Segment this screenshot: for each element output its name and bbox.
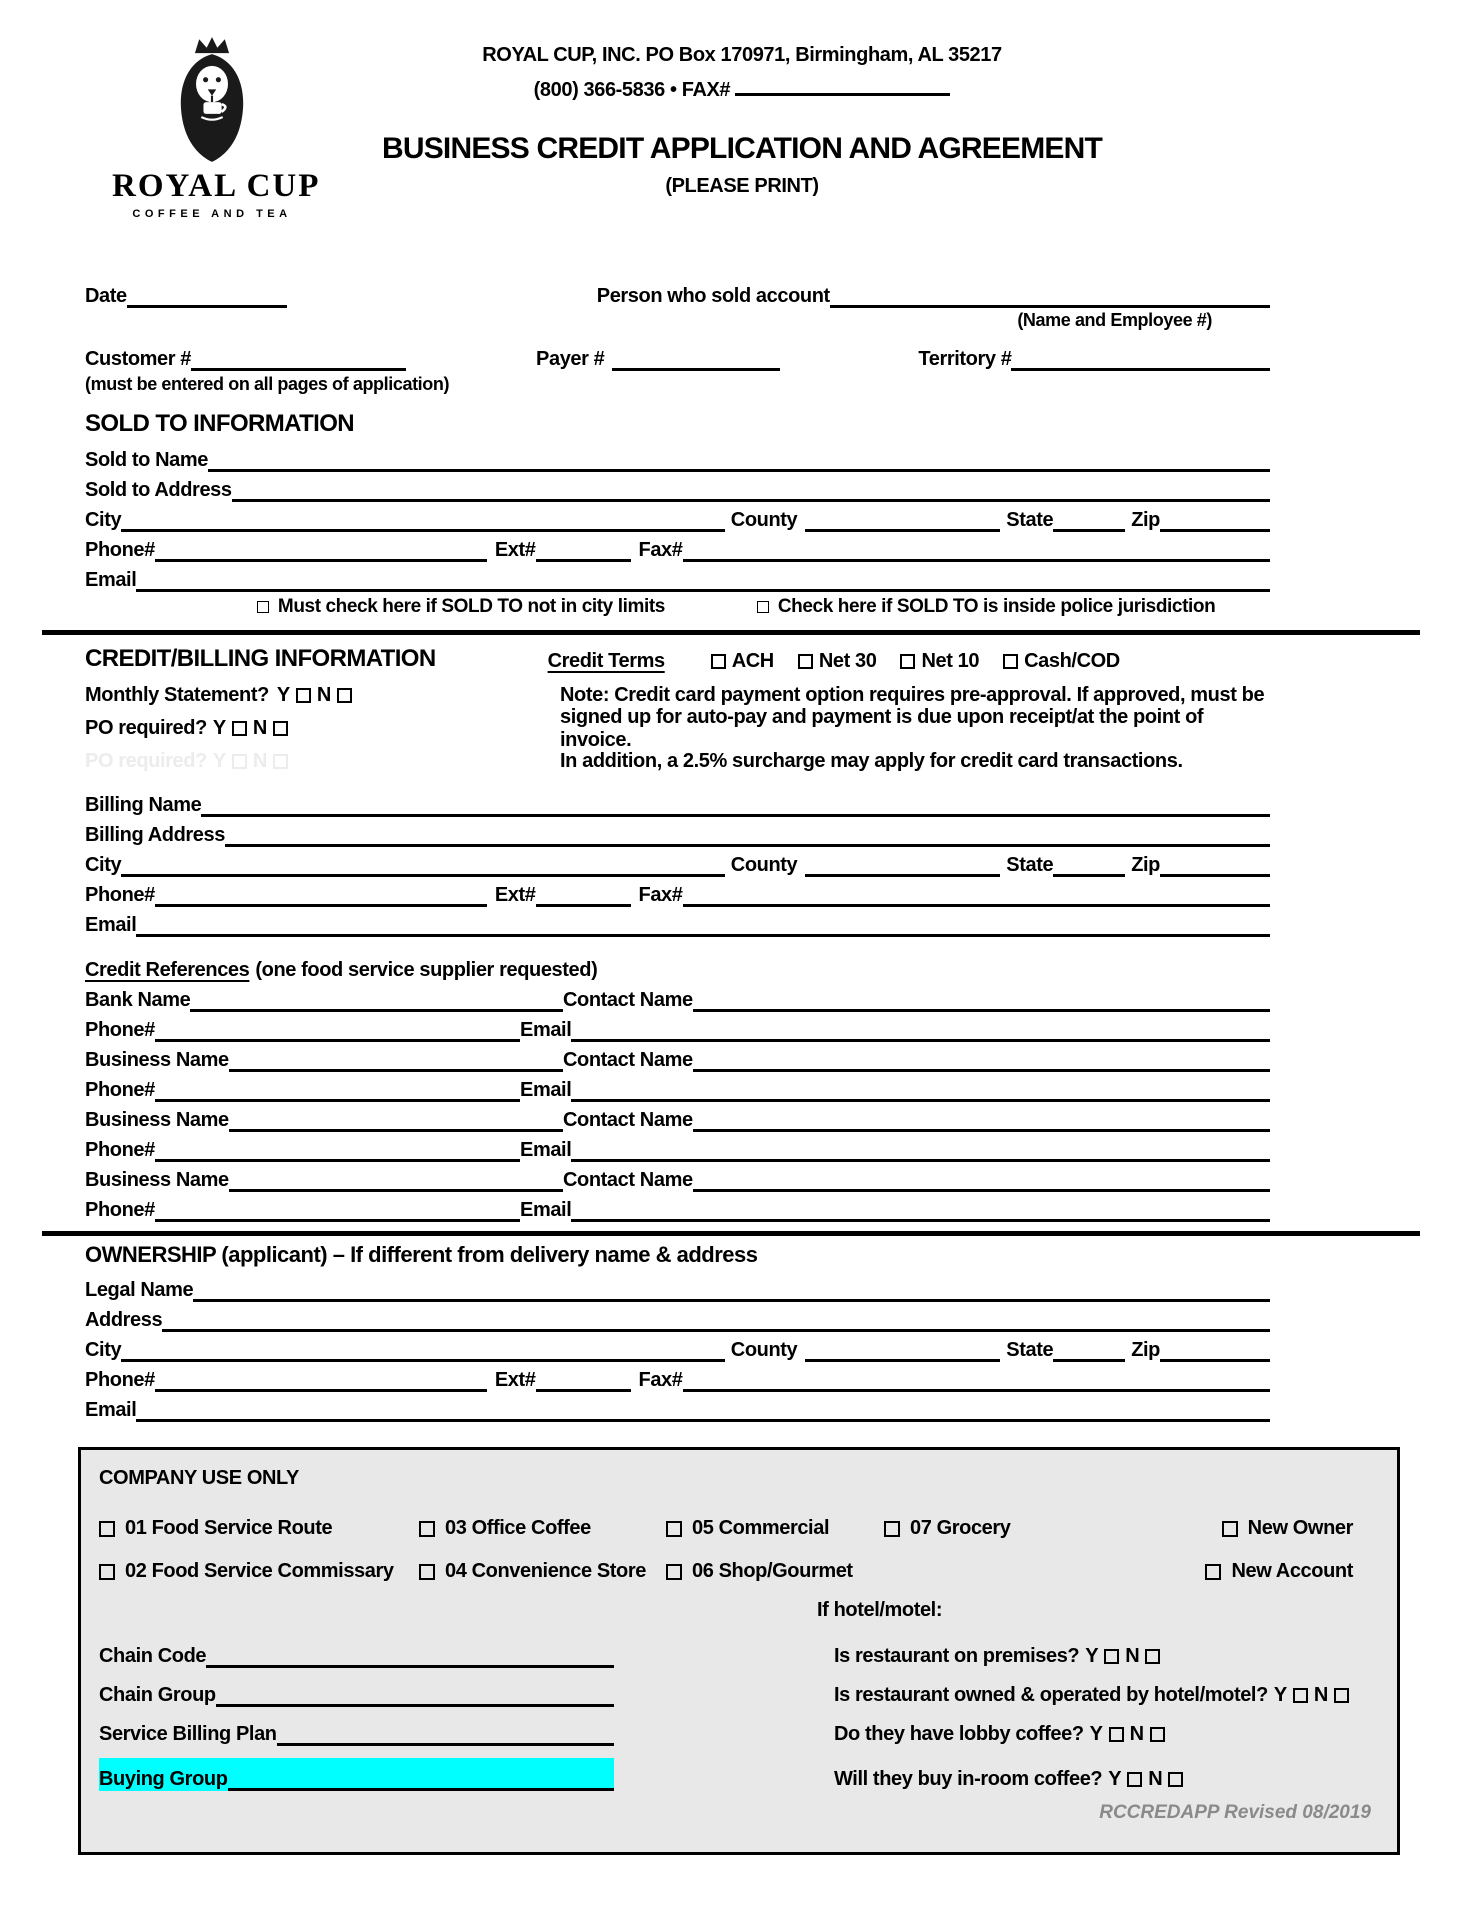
po-required-ghost-row bbox=[85, 745, 560, 778]
chain-group-row bbox=[99, 1668, 1375, 1707]
billing-name-row bbox=[85, 787, 1270, 817]
city-label: City bbox=[85, 509, 122, 531]
monthly-statement-label: Monthly Statement? bbox=[85, 684, 269, 706]
service-billing-plan-row bbox=[99, 1707, 1375, 1746]
section-divider bbox=[42, 630, 1420, 635]
restaurant-premises-question bbox=[834, 1645, 1164, 1668]
lobby-coffee-question bbox=[834, 1723, 1169, 1746]
convenience-store-checkbox[interactable] bbox=[419, 1564, 435, 1580]
legal-name-field[interactable] bbox=[193, 1280, 1270, 1302]
sold-to-address-row bbox=[85, 472, 1270, 502]
cashcod-label: Cash/COD bbox=[1024, 650, 1120, 672]
billing-city-label: City bbox=[85, 854, 122, 876]
logo-tagline-text: COFFEE AND TEA bbox=[132, 207, 292, 220]
q3-yes-checkbox[interactable] bbox=[1109, 1727, 1124, 1742]
contact-name-label: Contact Name bbox=[563, 1049, 693, 1071]
q1-no-label: N bbox=[1125, 1645, 1140, 1667]
po-required-no-checkbox[interactable] bbox=[273, 721, 288, 736]
references-heading-row bbox=[85, 950, 1270, 982]
new-owner-checkbox[interactable] bbox=[1222, 1521, 1238, 1537]
reference-row bbox=[85, 982, 1270, 1012]
in-room-coffee-label: Will they buy in-room coffee? bbox=[834, 1768, 1103, 1790]
email-label: Email bbox=[85, 569, 137, 591]
buying-group-field[interactable] bbox=[228, 1771, 614, 1791]
ref-email-field[interactable] bbox=[571, 1020, 1270, 1042]
new-owner-item bbox=[1222, 1517, 1353, 1540]
ref-phone-label: Phone# bbox=[85, 1019, 155, 1041]
commercial-checkbox[interactable] bbox=[666, 1521, 682, 1537]
food-service-route-label: 01 Food Service Route bbox=[125, 1517, 333, 1539]
po-required-yes-checkbox[interactable] bbox=[232, 721, 247, 736]
credit-heading-row bbox=[85, 639, 1270, 673]
sold-to-email-row bbox=[85, 562, 1270, 592]
bank-name-field[interactable] bbox=[190, 990, 563, 1012]
term-cashcod bbox=[999, 650, 1120, 673]
contact-name-field[interactable] bbox=[693, 1110, 1270, 1132]
sold-to-name-field[interactable] bbox=[208, 450, 1270, 472]
reference-row bbox=[85, 1192, 1270, 1222]
q1-yes-label: Y bbox=[1085, 1645, 1099, 1667]
billing-address-field[interactable] bbox=[225, 825, 1270, 847]
billing-state-label: State bbox=[1006, 854, 1054, 876]
buying-group-row bbox=[99, 1746, 1375, 1791]
page-subtitle: (PLEASE PRINT) bbox=[665, 175, 819, 197]
type-06-item bbox=[666, 1560, 884, 1583]
police-jurisdiction-check bbox=[753, 596, 1215, 618]
credit-note-line3: In addition, a 2.5% surcharge may apply for credit card transactions. bbox=[560, 750, 1183, 772]
restaurant-owned-label: Is restaurant owned & operated by hotel/motel? bbox=[834, 1684, 1268, 1706]
food-service-route-checkbox[interactable] bbox=[99, 1521, 115, 1537]
type-05-item bbox=[666, 1517, 884, 1540]
police-jurisdiction-checkbox[interactable] bbox=[757, 601, 769, 613]
business-name-label: Business Name bbox=[85, 1169, 229, 1191]
new-account-item bbox=[1205, 1560, 1353, 1583]
contact-name-field[interactable] bbox=[693, 990, 1270, 1012]
customer-payer-territory-row bbox=[85, 341, 1270, 371]
billing-city-field[interactable] bbox=[121, 855, 725, 877]
billing-zip-label: Zip bbox=[1131, 854, 1160, 876]
billing-ext-label: Ext# bbox=[494, 884, 536, 906]
ref-email-field[interactable] bbox=[571, 1080, 1270, 1102]
q4-yes-checkbox[interactable] bbox=[1127, 1772, 1142, 1787]
type-01-item bbox=[99, 1517, 419, 1540]
ext-label: Ext# bbox=[494, 539, 536, 561]
q2-no-label: N bbox=[1313, 1684, 1328, 1706]
reference-row bbox=[85, 1162, 1270, 1192]
commercial-label: 05 Commercial bbox=[692, 1517, 830, 1539]
billing-phone-row bbox=[85, 877, 1270, 907]
chain-code-field[interactable] bbox=[206, 1648, 614, 1668]
territory-number-label: Territory # bbox=[918, 348, 1012, 370]
ownership-ext-label: Ext# bbox=[494, 1369, 536, 1391]
city-field[interactable] bbox=[121, 510, 725, 532]
ref-phone-field[interactable] bbox=[155, 1200, 520, 1222]
reference-row bbox=[85, 1072, 1270, 1102]
billing-state-field[interactable] bbox=[1053, 855, 1125, 877]
ownership-zip-field[interactable] bbox=[1160, 1340, 1270, 1362]
sold-to-address-label: Sold to Address bbox=[85, 479, 232, 501]
section-divider bbox=[42, 1231, 1420, 1236]
references-heading: Credit References bbox=[85, 959, 250, 981]
q2-yes-checkbox[interactable] bbox=[1293, 1688, 1308, 1703]
ownership-state-label: State bbox=[1006, 1339, 1054, 1361]
ownership-fax-field[interactable] bbox=[683, 1370, 1271, 1392]
shop-gourmet-label: 06 Shop/Gourmet bbox=[692, 1560, 853, 1582]
billing-fax-field[interactable] bbox=[683, 885, 1271, 907]
sold-to-phone-row bbox=[85, 532, 1270, 562]
ref-email-field[interactable] bbox=[571, 1200, 1270, 1222]
q1-yes-checkbox[interactable] bbox=[1104, 1649, 1119, 1664]
credit-note-col bbox=[560, 679, 1270, 778]
in-room-coffee-question bbox=[834, 1768, 1187, 1791]
q4-no-label: N bbox=[1148, 1768, 1163, 1790]
form-revision-footer: RCCREDAPP Revised 08/2019 bbox=[1099, 1802, 1371, 1823]
zip-label: Zip bbox=[1131, 509, 1160, 531]
q3-yes-label: Y bbox=[1089, 1723, 1103, 1745]
reference-row bbox=[85, 1012, 1270, 1042]
q4-no-checkbox[interactable] bbox=[1168, 1772, 1183, 1787]
po-required-no-label: N bbox=[252, 717, 267, 739]
jurisdiction-check-row bbox=[253, 592, 1270, 622]
contact-name-label: Contact Name bbox=[563, 989, 693, 1011]
monthly-statement-row bbox=[85, 679, 560, 712]
form-body bbox=[85, 278, 1270, 1422]
po-required-ghost-no-checkbox bbox=[273, 754, 288, 769]
person-sold-label: Person who sold account bbox=[596, 285, 830, 307]
bank-name-label: Bank Name bbox=[85, 989, 191, 1011]
ownership-city-label: City bbox=[85, 1339, 122, 1361]
company-address-line: ROYAL CUP, INC. PO Box 170971, Birmingham, AL 35217 bbox=[482, 44, 1002, 66]
company-type-row-2 bbox=[99, 1560, 1375, 1583]
ownership-fax-label: Fax# bbox=[638, 1369, 683, 1391]
net10-checkbox[interactable] bbox=[900, 654, 915, 669]
po-required-yes-label: Y bbox=[212, 717, 226, 739]
ref-email-label: Email bbox=[520, 1079, 572, 1101]
monthly-statement-no-label: N bbox=[316, 684, 331, 706]
customer-number-note: (must be entered on all pages of application) bbox=[85, 374, 450, 394]
billing-county-label: County bbox=[730, 854, 798, 876]
city-limits-check bbox=[253, 596, 665, 618]
new-owner-label: New Owner bbox=[1247, 1517, 1353, 1539]
chain-code-row bbox=[99, 1629, 1375, 1668]
ownership-state-field[interactable] bbox=[1053, 1340, 1125, 1362]
office-coffee-label: 03 Office Coffee bbox=[445, 1517, 591, 1539]
billing-name-field[interactable] bbox=[201, 795, 1270, 817]
sold-to-city-row bbox=[85, 502, 1270, 532]
business-name-field[interactable] bbox=[229, 1050, 563, 1072]
term-net10 bbox=[896, 650, 979, 673]
ownership-email-field[interactable] bbox=[136, 1400, 1270, 1422]
monthly-statement-yes-checkbox[interactable] bbox=[296, 688, 311, 703]
convenience-store-label: 04 Convenience Store bbox=[445, 1560, 646, 1582]
phone-field[interactable] bbox=[155, 540, 487, 562]
q1-no-checkbox[interactable] bbox=[1145, 1649, 1160, 1664]
billing-phone-field[interactable] bbox=[155, 885, 487, 907]
po-required-ghost-yes-checkbox bbox=[232, 754, 247, 769]
billing-address-label: Billing Address bbox=[85, 824, 225, 846]
ownership-ext-field[interactable] bbox=[536, 1370, 631, 1392]
sold-to-heading: SOLD TO INFORMATION bbox=[85, 410, 355, 437]
state-field[interactable] bbox=[1053, 510, 1125, 532]
po-required-ghost-yes: Y bbox=[212, 750, 226, 772]
ownership-email-row bbox=[85, 1392, 1270, 1422]
billing-address-row bbox=[85, 817, 1270, 847]
ref-email-label: Email bbox=[520, 1199, 572, 1221]
form-header bbox=[0, 44, 1484, 198]
credit-terms-options bbox=[707, 650, 1120, 673]
county-field[interactable] bbox=[805, 510, 1000, 532]
ref-phone-label: Phone# bbox=[85, 1079, 155, 1101]
credit-columns bbox=[85, 679, 1270, 778]
billing-county-field[interactable] bbox=[805, 855, 1000, 877]
buying-group-label: Buying Group bbox=[99, 1768, 228, 1790]
q4-yes-label: Y bbox=[1108, 1768, 1122, 1790]
reference-row bbox=[85, 1132, 1270, 1162]
ownership-address-field[interactable] bbox=[162, 1310, 1270, 1332]
contact-name-label: Contact Name bbox=[563, 1169, 693, 1191]
chain-group-label: Chain Group bbox=[99, 1684, 216, 1706]
new-account-label: New Account bbox=[1231, 1560, 1353, 1582]
reference-row bbox=[85, 1102, 1270, 1132]
fax-number-field[interactable] bbox=[735, 78, 950, 96]
customer-number-field[interactable] bbox=[191, 349, 406, 371]
net30-checkbox[interactable] bbox=[798, 654, 813, 669]
business-name-field[interactable] bbox=[229, 1170, 563, 1192]
q3-no-label: N bbox=[1129, 1723, 1144, 1745]
restaurant-premises-label: Is restaurant on premises? bbox=[834, 1645, 1080, 1667]
contact-name-field[interactable] bbox=[693, 1170, 1270, 1192]
type-02-item bbox=[99, 1560, 419, 1583]
reference-row bbox=[85, 1042, 1270, 1072]
q2-yes-label: Y bbox=[1273, 1684, 1287, 1706]
ref-phone-field[interactable] bbox=[155, 1080, 520, 1102]
county-label: County bbox=[730, 509, 798, 531]
lobby-coffee-label: Do they have lobby coffee? bbox=[834, 1723, 1084, 1745]
ownership-email-label: Email bbox=[85, 1399, 137, 1421]
company-type-row-1 bbox=[99, 1517, 1375, 1540]
service-billing-plan-field[interactable] bbox=[277, 1726, 614, 1746]
po-required-row bbox=[85, 712, 560, 745]
zip-field[interactable] bbox=[1160, 510, 1270, 532]
billing-ext-field[interactable] bbox=[536, 885, 631, 907]
billing-email-label: Email bbox=[85, 914, 137, 936]
sold-to-name-row bbox=[85, 442, 1270, 472]
billing-email-row bbox=[85, 907, 1270, 937]
po-required-ghost-no: N bbox=[252, 750, 267, 772]
hotel-motel-heading: If hotel/motel: bbox=[817, 1599, 943, 1621]
ownership-phone-label: Phone# bbox=[85, 1369, 155, 1391]
monthly-statement-yes-label: Y bbox=[276, 684, 290, 706]
person-sold-field[interactable] bbox=[830, 286, 1270, 308]
ownership-county-field[interactable] bbox=[805, 1340, 1000, 1362]
references-heading-note: (one food service supplier requested) bbox=[255, 959, 598, 981]
grocery-checkbox[interactable] bbox=[884, 1521, 900, 1537]
ref-email-field[interactable] bbox=[571, 1140, 1270, 1162]
net30-label: Net 30 bbox=[818, 650, 877, 672]
new-account-checkbox[interactable] bbox=[1205, 1564, 1221, 1580]
credit-questions-col bbox=[85, 679, 560, 778]
ref-phone-label: Phone# bbox=[85, 1199, 155, 1221]
billing-city-row bbox=[85, 847, 1270, 877]
legal-name-row bbox=[85, 1272, 1270, 1302]
credit-note-line1: Note: Credit card payment option requires pre-approval. If approved, must be bbox=[560, 684, 1265, 706]
police-jurisdiction-check-label: Check here if SOLD TO is inside police jurisdiction bbox=[777, 596, 1216, 617]
city-limits-check-label: Must check here if SOLD TO not in city limits bbox=[277, 596, 665, 617]
type-07-item bbox=[884, 1517, 1011, 1540]
chain-code-label: Chain Code bbox=[99, 1645, 207, 1667]
legal-name-label: Legal Name bbox=[85, 1279, 194, 1301]
food-service-commissary-checkbox[interactable] bbox=[99, 1564, 115, 1580]
fax-field[interactable] bbox=[683, 540, 1271, 562]
service-billing-plan-label: Service Billing Plan bbox=[99, 1723, 277, 1745]
date-label: Date bbox=[85, 285, 127, 307]
billing-name-label: Billing Name bbox=[85, 794, 202, 816]
customer-number-label: Customer # bbox=[85, 348, 192, 370]
cashcod-checkbox[interactable] bbox=[1003, 654, 1018, 669]
office-coffee-checkbox[interactable] bbox=[419, 1521, 435, 1537]
email-field[interactable] bbox=[136, 570, 1270, 592]
ach-label: ACH bbox=[731, 650, 774, 672]
date-person-row bbox=[85, 278, 1270, 308]
company-use-heading: COMPANY USE ONLY bbox=[99, 1467, 299, 1489]
state-label: State bbox=[1006, 509, 1054, 531]
contact-name-label: Contact Name bbox=[563, 1109, 693, 1131]
chain-group-field[interactable] bbox=[216, 1687, 614, 1707]
credit-terms-label: Credit Terms bbox=[547, 650, 665, 672]
monthly-statement-no-checkbox[interactable] bbox=[337, 688, 352, 703]
ext-field[interactable] bbox=[536, 540, 631, 562]
q2-no-checkbox[interactable] bbox=[1334, 1688, 1349, 1703]
phone-fax-text: (800) 366-5836 • FAX# bbox=[533, 79, 731, 101]
ownership-city-field[interactable] bbox=[121, 1340, 725, 1362]
po-required-label: PO required? bbox=[85, 717, 207, 739]
ownership-heading: OWNERSHIP (applicant) – If different from delivery name & address bbox=[85, 1242, 758, 1267]
type-03-item bbox=[419, 1517, 666, 1540]
ach-checkbox[interactable] bbox=[711, 654, 726, 669]
ownership-address-row bbox=[85, 1302, 1270, 1332]
restaurant-owned-question bbox=[834, 1684, 1353, 1707]
credit-note-line2: signed up for auto-pay and payment is due upon receipt/at the point of invoice. bbox=[560, 705, 1204, 751]
credit-heading: CREDIT/BILLING INFORMATION bbox=[85, 645, 436, 672]
phone-label: Phone# bbox=[85, 539, 155, 561]
billing-fax-label: Fax# bbox=[638, 884, 683, 906]
contact-name-field[interactable] bbox=[693, 1050, 1270, 1072]
ref-email-label: Email bbox=[520, 1139, 572, 1161]
ref-email-label: Email bbox=[520, 1019, 572, 1041]
ownership-city-row bbox=[85, 1332, 1270, 1362]
ownership-phone-field[interactable] bbox=[155, 1370, 487, 1392]
company-use-only-box bbox=[78, 1447, 1400, 1855]
buying-group-highlight bbox=[99, 1758, 614, 1791]
sold-to-address-field[interactable] bbox=[232, 480, 1270, 502]
type-04-item bbox=[419, 1560, 666, 1583]
ownership-address-label: Address bbox=[85, 1309, 163, 1331]
billing-email-field[interactable] bbox=[136, 915, 1270, 937]
ref-phone-field[interactable] bbox=[155, 1020, 520, 1042]
ownership-county-label: County bbox=[730, 1339, 798, 1361]
logo-brand-text: ROYAL CUP bbox=[112, 168, 321, 204]
food-service-commissary-label: 02 Food Service Commissary bbox=[125, 1560, 394, 1582]
shop-gourmet-checkbox[interactable] bbox=[666, 1564, 682, 1580]
term-ach bbox=[707, 650, 774, 673]
ownership-phone-row bbox=[85, 1362, 1270, 1392]
business-name-field[interactable] bbox=[229, 1110, 563, 1132]
ref-phone-label: Phone# bbox=[85, 1139, 155, 1161]
payer-number-label: Payer # bbox=[536, 348, 605, 370]
date-field[interactable] bbox=[127, 286, 287, 308]
phone-fax-line bbox=[0, 78, 1484, 102]
term-net30 bbox=[794, 650, 877, 673]
business-name-label: Business Name bbox=[85, 1049, 229, 1071]
net10-label: Net 10 bbox=[921, 650, 980, 672]
grocery-label: 07 Grocery bbox=[910, 1517, 1011, 1539]
sold-to-name-label: Sold to Name bbox=[85, 449, 208, 471]
business-name-label: Business Name bbox=[85, 1109, 229, 1131]
q3-no-checkbox[interactable] bbox=[1150, 1727, 1165, 1742]
ownership-zip-label: Zip bbox=[1131, 1339, 1160, 1361]
po-required-ghost-label: PO required? bbox=[85, 750, 207, 772]
ref-phone-field[interactable] bbox=[155, 1140, 520, 1162]
territory-number-field[interactable] bbox=[1011, 349, 1270, 371]
payer-number-field[interactable] bbox=[612, 349, 780, 371]
company-use-grid bbox=[99, 1629, 1375, 1791]
person-sold-note: (Name and Employee #) bbox=[1017, 310, 1212, 330]
city-limits-checkbox[interactable] bbox=[257, 601, 269, 613]
fax-label: Fax# bbox=[638, 539, 683, 561]
billing-phone-label: Phone# bbox=[85, 884, 155, 906]
page-title: BUSINESS CREDIT APPLICATION AND AGREEMENT bbox=[381, 132, 1102, 165]
billing-zip-field[interactable] bbox=[1160, 855, 1270, 877]
